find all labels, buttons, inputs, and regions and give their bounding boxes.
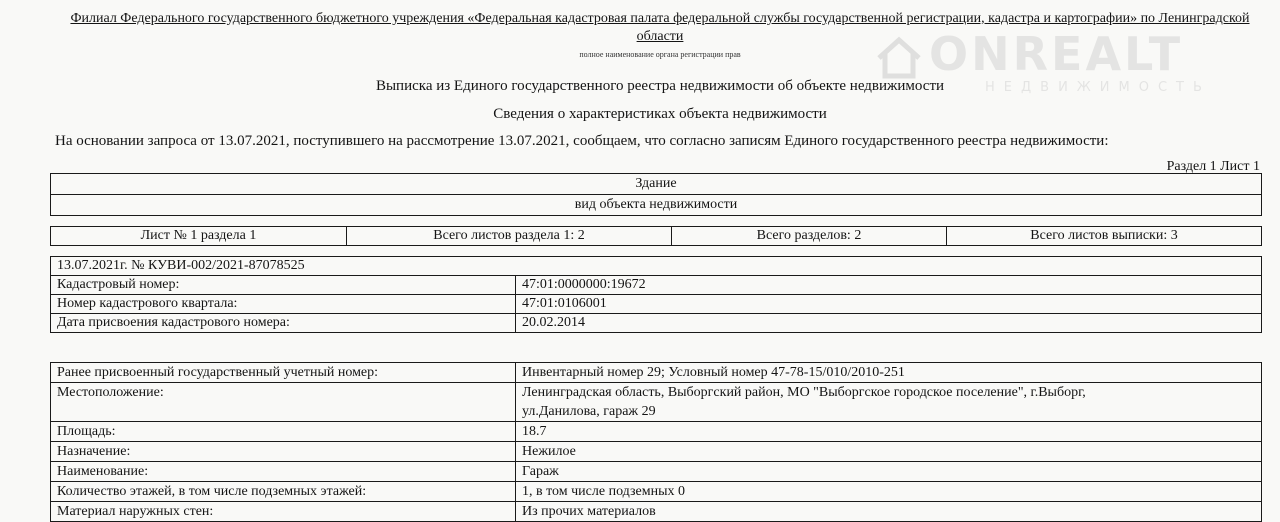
intro-text: На основании запроса от 13.07.2021, поступившего на рассмотрение 13.07.2021, сообщаем, что согласно записям Единого государственного реестра недвижимости: [55, 133, 1109, 149]
row-label: Наименование: [51, 462, 516, 482]
table-row [51, 314, 1262, 333]
table-row [51, 363, 1262, 383]
section-sheet-info: Раздел 1 Лист 1 [1166, 159, 1260, 174]
details-table [50, 362, 1262, 522]
row-label: Количество этажей, в том числе подземных этажей: [51, 482, 516, 502]
cadastral-quarter: 47:01:0106001 [516, 295, 1262, 314]
row-label: Материал наружных стен: [51, 502, 516, 522]
watermark-subtitle: НЕДВИЖИМОСТЬ [985, 79, 1211, 95]
registry-table [50, 256, 1262, 333]
previous-number: Инвентарный номер 29; Условный номер 47-78-15/010/2010-251 [516, 363, 1262, 383]
object-type: Здание [51, 174, 1262, 195]
location-line-2: ул.Данилова, гараж 29 [522, 404, 656, 419]
total-sheets-extract: Всего листов выписки: 3 [947, 227, 1262, 246]
document-subtitle: Сведения о характеристиках объекта недвижимости [493, 106, 827, 122]
table-row [51, 442, 1262, 462]
area: 18.7 [516, 422, 1262, 442]
row-label: Местоположение: [51, 383, 516, 422]
row-label: Площадь: [51, 422, 516, 442]
location-line-1: Ленинградская область, Выборгский район, МО "Выборгское городское поселение", г.Выборг, [522, 385, 1086, 400]
table-row [51, 295, 1262, 314]
table-row [51, 482, 1262, 502]
document-title: Выписка из Единого государственного реестра недвижимости об объекте недвижимости [375, 78, 945, 94]
row-label: Назначение: [51, 442, 516, 462]
table-row [51, 276, 1262, 295]
purpose: Нежилое [516, 442, 1262, 462]
total-sections: Всего разделов: 2 [672, 227, 947, 246]
watermark-brand: ONREALT [929, 27, 1184, 81]
floors: 1, в том числе подземных 0 [516, 482, 1262, 502]
wall-material: Из прочих материалов [516, 502, 1262, 522]
organization-caption: полное наименование органа регистрации прав [579, 50, 741, 59]
location [516, 383, 1262, 422]
table-row [51, 502, 1262, 522]
row-label: Кадастровый номер: [51, 276, 516, 295]
table-row [51, 383, 1262, 422]
row-label: Ранее присвоенный государственный учетный номер: [51, 363, 516, 383]
cadastral-number: 47:01:0000000:19672 [516, 276, 1262, 295]
total-sheets-section: Всего листов раздела 1: 2 [347, 227, 672, 246]
assignment-date: 20.02.2014 [516, 314, 1262, 333]
row-label: Дата присвоения кадастрового номера: [51, 314, 516, 333]
table-row [51, 422, 1262, 442]
object-type-table [50, 173, 1262, 216]
object-type-caption: вид объекта недвижимости [51, 195, 1262, 216]
request-number: 13.07.2021г. № КУВИ-002/2021-87078525 [51, 257, 1262, 276]
object-name: Гараж [516, 462, 1262, 482]
table-row [51, 462, 1262, 482]
organization-name: Филиал Федерального государственного бюджетного учреждения «Федеральная кадастровая палата федеральной службы государственной регистрации, кадастра и картографии» по Ленинградской области [70, 11, 1250, 44]
sheets-table [50, 226, 1262, 246]
sheet-number: Лист № 1 раздела 1 [51, 227, 347, 246]
row-label: Номер кадастрового квартала: [51, 295, 516, 314]
